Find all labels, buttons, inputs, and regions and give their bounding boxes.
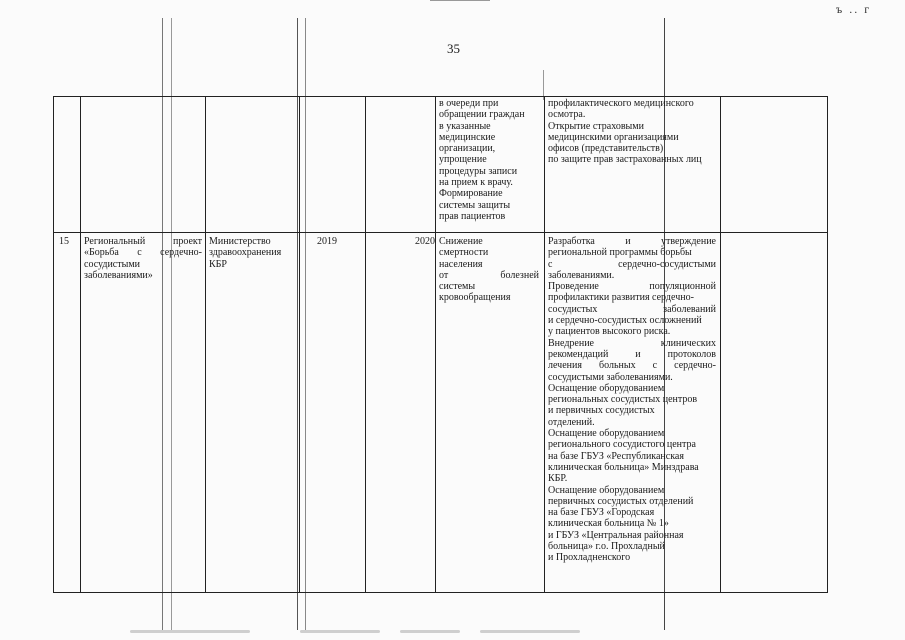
col-border bbox=[205, 96, 206, 593]
col-border bbox=[80, 96, 81, 593]
scan-artifact-bottom bbox=[130, 630, 250, 633]
col-border bbox=[544, 96, 545, 593]
page-number: 35 bbox=[447, 41, 460, 56]
activities-cell: профилактического медицинского осмотра. Открытие страховыми медицинскими организациями офисов (представительств) по защите прав застрахованных лиц bbox=[548, 98, 702, 166]
responsible-org-cell: Министерство здравоохранения КБР bbox=[209, 236, 282, 270]
row-number: 15 bbox=[59, 236, 69, 247]
goal-cell: в очереди при обращении граждан в указанные медицинские организации, упрощение процедуры записи на прием к врачу. Формирование системы защиты прав пациентов bbox=[439, 98, 525, 222]
measures-table bbox=[53, 96, 828, 593]
scan-artifact-top bbox=[430, 0, 490, 1]
corner-handwritten-mark: ъ .. г bbox=[836, 2, 872, 16]
col-border bbox=[720, 96, 721, 593]
start-year: 2019 bbox=[317, 236, 337, 247]
scan-artifact-bottom bbox=[400, 630, 460, 633]
goal-cell: Снижение смертности населения от болезней системы кровообращения bbox=[439, 236, 539, 304]
col-border bbox=[299, 96, 300, 593]
col-border bbox=[53, 96, 54, 593]
activities-cell: Разработка и утверждение региональной программы борьбы с сердечно-сосудистыми заболеваниями. Проведение популяционной профилактики развития сердечно- сосудистых заболеваний и сердечно-сосудистых осложнений у пациентов высокого риска. Внедрение клинических рекомендаций и протоколов лечения больных с сердечно- сосудистыми заболеваниями. Оснащение оборудованием региональных сосудистых центров и первичных сосудистых отделений. Оснащение оборудованием регионального сосудистого центра на базе ГБУЗ «Республиканская клиническая больница» Минздрава КБР. Оснащение оборудованием первичных сосудистых отделений на базе ГБУЗ «Городская клиническая больница № 1» и ГБУЗ «Центральная районная больница» г.о. Прохладный и Прохладненского bbox=[548, 236, 716, 564]
table-bottom-border bbox=[53, 592, 828, 593]
scan-artifact-bottom bbox=[300, 630, 380, 633]
table-top-border bbox=[53, 96, 828, 97]
scan-artifact-bottom bbox=[480, 630, 580, 633]
project-name-cell: Региональный проект «Борьба с сердечно- сосудистыми заболеваниями» bbox=[84, 236, 202, 281]
col-border bbox=[827, 96, 828, 593]
col-border bbox=[365, 96, 366, 593]
col-border bbox=[435, 96, 436, 593]
row-divider bbox=[53, 232, 828, 233]
end-year: 2020 bbox=[415, 236, 435, 247]
